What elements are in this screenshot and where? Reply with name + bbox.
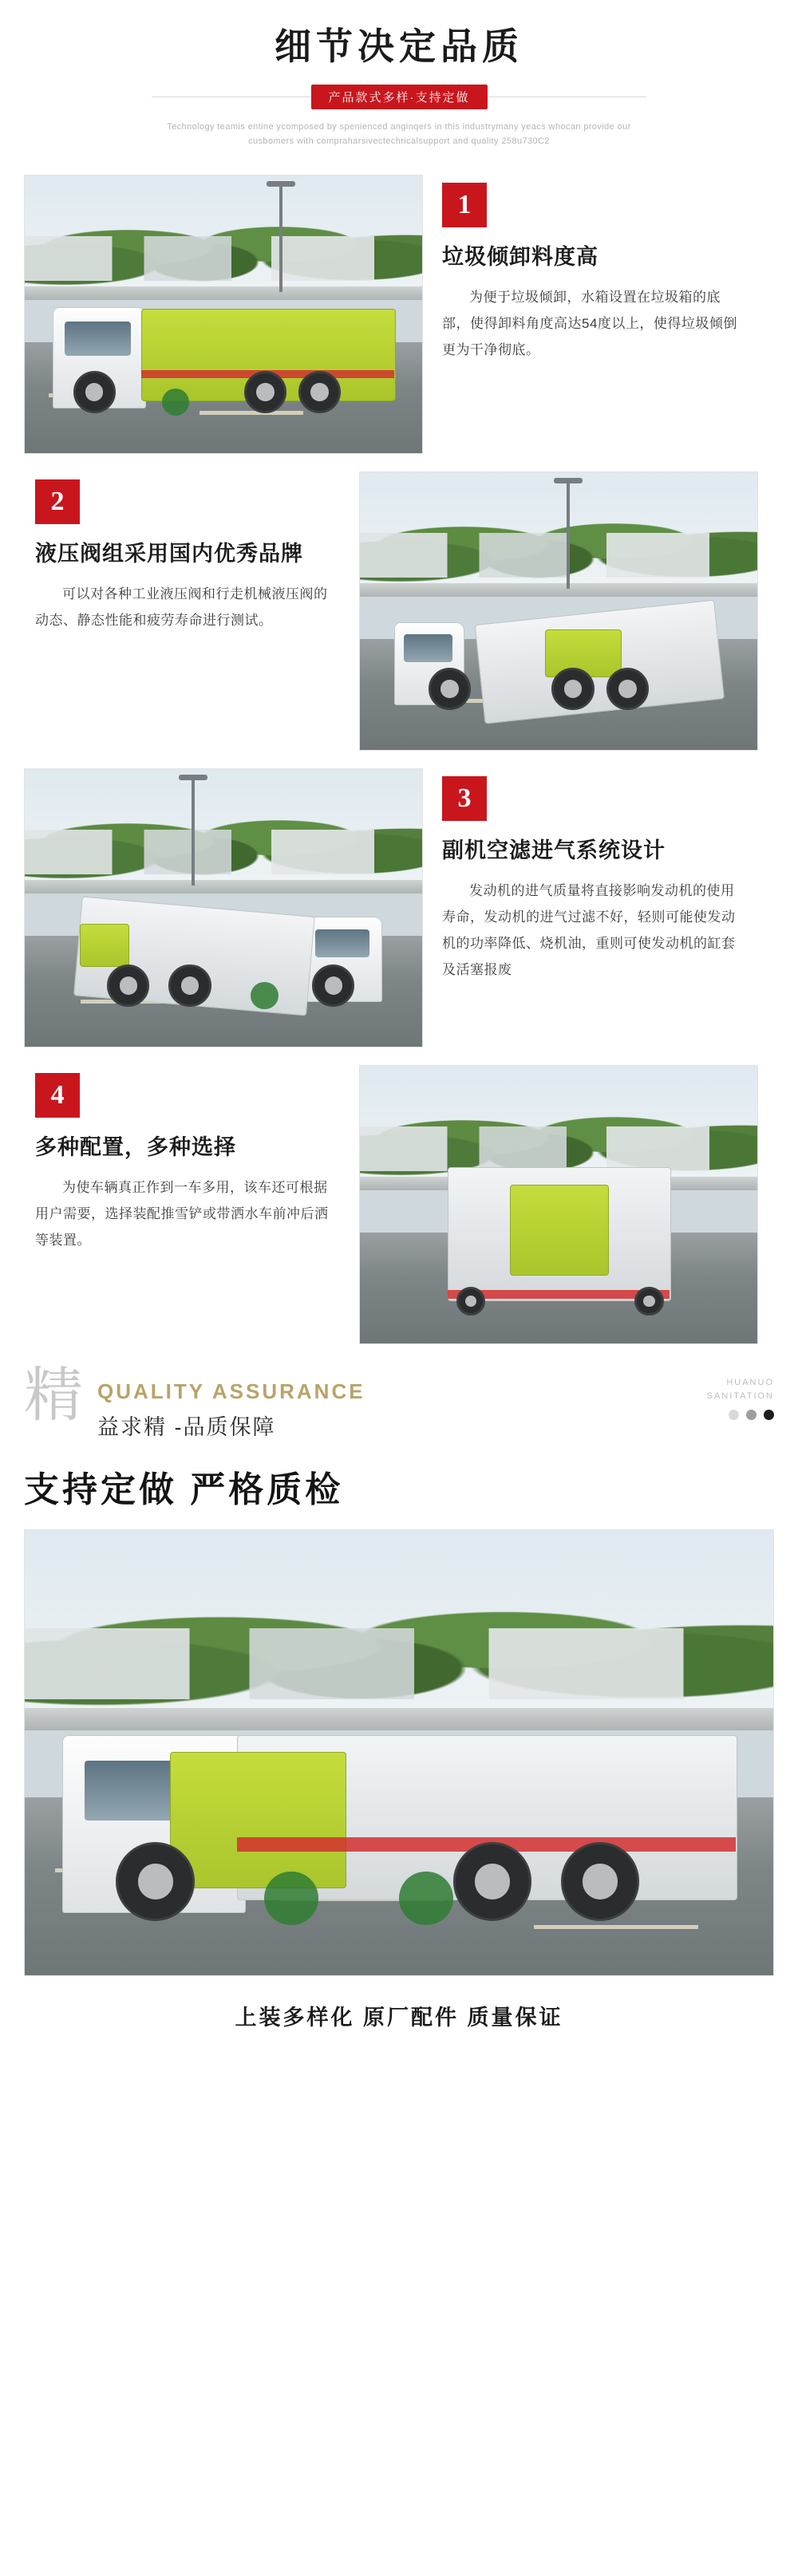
feature-number-badge: 3 <box>442 776 487 821</box>
quality-assurance-band <box>24 1363 774 1459</box>
brand-name: HUANUO <box>726 1377 774 1387</box>
feature-photo-1 <box>24 175 423 454</box>
dot-1[interactable] <box>729 1410 739 1420</box>
street-lamp <box>279 181 282 292</box>
subtitle-band <box>152 85 646 108</box>
feature-number-badge: 2 <box>35 479 80 524</box>
air-filter-intake-panel <box>80 924 129 968</box>
street-lamp <box>567 478 570 589</box>
footer-slogan: 上装多样化 原厂配件 质量保证 <box>235 2005 563 2030</box>
header-english-text: Technology teamis entine ycomposed by spenienced anginqers in this industrymany yeacs whocan provide our cusbomers with compraharsivectechricalsupport and quality 258u730C2 <box>167 121 631 147</box>
quality-big-char: 精 <box>24 1363 83 1429</box>
wheel <box>73 371 116 413</box>
wheel <box>244 371 286 413</box>
truck-illustration <box>62 1708 736 1913</box>
quality-headline: 支持定做 严格质检 <box>24 1469 344 1509</box>
building-layer <box>25 236 422 281</box>
feature-block-4 <box>24 1065 774 1344</box>
hero-photo <box>24 1529 774 1976</box>
quality-chinese: 益求精 -品质保障 <box>97 1414 276 1439</box>
wheel <box>561 1842 640 1921</box>
sweeper-brush <box>162 389 189 416</box>
truck-illustration <box>388 589 729 705</box>
sweeper-brush <box>264 1872 318 1926</box>
wheel <box>429 668 471 710</box>
feature-body: 可以对各种工业液压阀和行走机械液压阀的动态、静态性能和疲劳寿命进行测试。 <box>35 586 328 629</box>
feature-title: 副机空滤进气系统设计 <box>442 838 666 862</box>
feature-text-1 <box>423 175 758 364</box>
rear-green-door <box>510 1185 610 1276</box>
cab-window <box>65 322 131 356</box>
feature-block-3 <box>24 768 774 1047</box>
quality-english: QUALITY ASSURANCE <box>97 1379 365 1403</box>
sweeper-brush <box>399 1872 453 1926</box>
green-tank-section <box>170 1752 346 1888</box>
truck-rear-illustration <box>448 1166 670 1310</box>
feature-title: 垃圾倾卸料度高 <box>442 244 598 269</box>
page-header <box>0 0 798 157</box>
feature-title: 多种配置，多种选择 <box>35 1134 236 1159</box>
feature-photo-2 <box>359 471 758 751</box>
page-title: 细节决定品质 <box>275 26 523 67</box>
feature-block-1 <box>24 175 774 454</box>
wheel <box>551 668 594 710</box>
feature-photo-3 <box>24 768 423 1047</box>
subtitle-badge: 产品款式多样·支持定做 <box>311 85 488 109</box>
building-layer <box>360 533 757 578</box>
wheel <box>116 1842 195 1921</box>
feature-number-badge: 4 <box>35 1073 80 1118</box>
building-layer <box>25 830 422 874</box>
wheel <box>606 668 649 710</box>
wheel <box>298 371 341 413</box>
wheel <box>168 965 211 1007</box>
building-layer <box>360 1126 757 1171</box>
feature-body: 发动机的进气质量将直接影响发动机的使用寿命，发动机的进气过滤不好，轻则可能使发动机的功率降低、烧机油，重则可使发动机的缸套及活塞报废 <box>442 883 736 978</box>
truck-illustration <box>53 886 394 1002</box>
feature-text-3 <box>423 768 758 984</box>
building-layer <box>25 1628 773 1699</box>
brand-category: SANITATION <box>706 1391 774 1402</box>
feature-text-2 <box>24 471 359 633</box>
cab-window <box>315 929 369 958</box>
sweeper-brush <box>251 982 278 1009</box>
feature-body: 为便于垃圾倾卸，水箱设置在垃圾箱的底部，使得卸料角度高达54度以上，使得垃圾倾倒更为干净彻底。 <box>442 290 737 358</box>
feature-block-2 <box>24 471 774 751</box>
cab-window <box>404 634 453 662</box>
feature-photo-4 <box>359 1065 758 1344</box>
carousel-dots[interactable] <box>729 1410 774 1420</box>
brand-mark <box>707 1376 774 1404</box>
wheel <box>634 1287 664 1316</box>
feature-number-badge: 1 <box>442 183 487 227</box>
lane-marking <box>534 1925 698 1929</box>
lane-marking <box>200 411 302 415</box>
dot-2[interactable] <box>746 1410 757 1420</box>
street-lamp <box>192 775 195 886</box>
feature-title: 液压阀组采用国内优秀品牌 <box>35 541 303 566</box>
wheel <box>453 1842 532 1921</box>
dot-3[interactable] <box>764 1410 774 1420</box>
truck-illustration <box>53 292 394 408</box>
feature-body: 为使车辆真正作到一车多用，该车还可根据用户需要，选择装配推雪铲或带洒水车前冲后洒等装置。 <box>35 1180 329 1249</box>
feature-text-4 <box>24 1065 359 1254</box>
